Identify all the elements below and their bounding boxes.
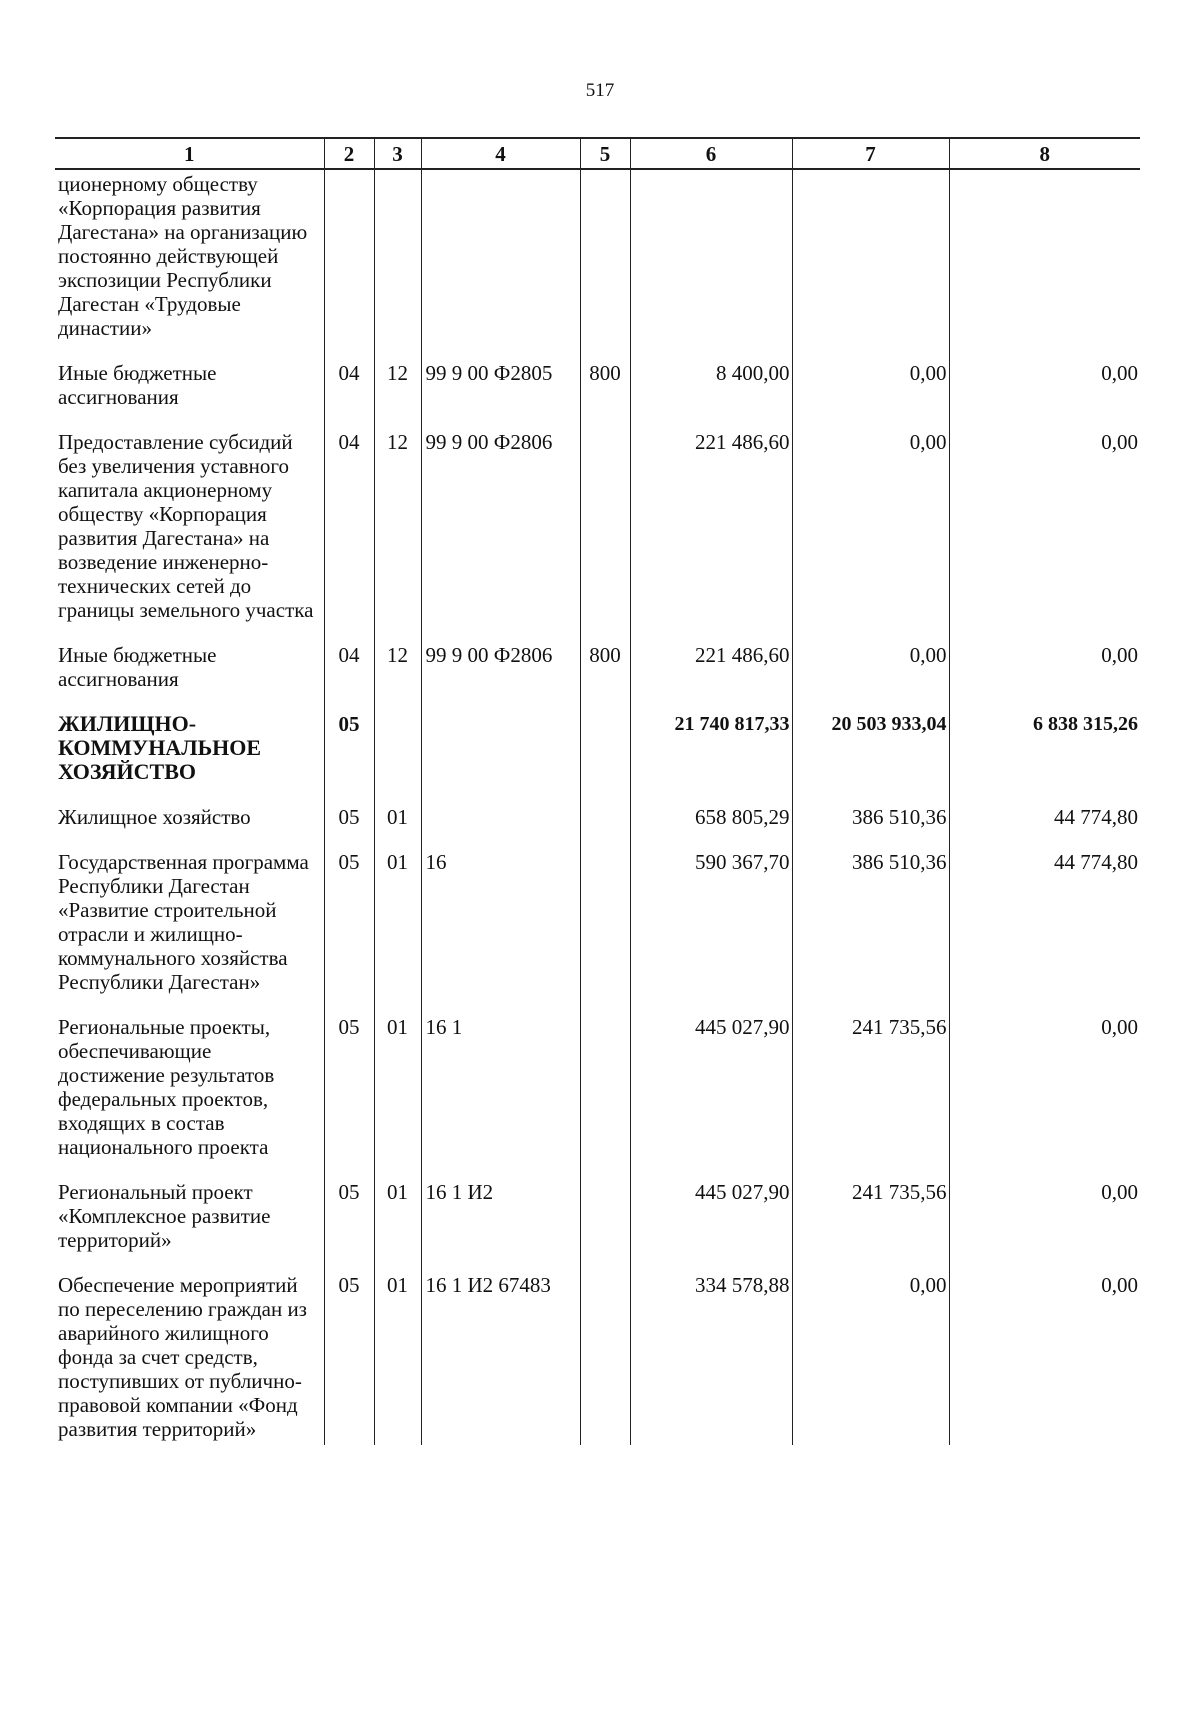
row-expense-type-code [580, 426, 630, 639]
row-subsection-code: 01 [374, 1176, 421, 1269]
row-subsection-code: 12 [374, 357, 421, 426]
column-header: 8 [949, 138, 1140, 169]
row-subsection-code: 01 [374, 801, 421, 846]
row-section-code: 05 [324, 1011, 374, 1176]
row-amount-col6 [630, 169, 792, 357]
row-amount-col6: 334 578,88 [630, 1269, 792, 1445]
row-amount-col8: 44 774,80 [949, 846, 1140, 1011]
row-amount-col6: 221 486,60 [630, 426, 792, 639]
page-number: 517 [585, 80, 615, 101]
column-header: 1 [55, 138, 324, 169]
row-amount-col7: 0,00 [792, 1269, 949, 1445]
row-amount-col6: 590 367,70 [630, 846, 792, 1011]
table-row [55, 169, 1140, 357]
row-amount-col7 [792, 169, 949, 357]
row-name: Государственная программа Республики Дагестан «Развитие строительной отрасли и жилищно-коммунального хозяйства Республики Дагестан» [55, 846, 324, 1011]
row-amount-col6: 445 027,90 [630, 1176, 792, 1269]
row-amount-col6: 21 740 817,33 [630, 708, 792, 801]
row-target-code: 99 9 00 Ф2805 [421, 357, 580, 426]
table-row [55, 801, 1140, 846]
row-amount-col8: 0,00 [949, 639, 1140, 708]
row-name: Обеспечение мероприятий по переселению граждан из аварийного жилищного фонда за счет средств, поступивших от публично-правовой компании «Фонд развития территорий» [55, 1269, 324, 1445]
row-name: Иные бюджетные ассигнования [55, 357, 324, 426]
row-expense-type-code: 800 [580, 639, 630, 708]
row-subsection-code [374, 708, 421, 801]
row-name: ционерному обществу «Корпорация развития Дагестана» на организацию постоянно действующей экспозиции Республики Дагестан «Трудовые династии» [55, 169, 324, 357]
row-amount-col8: 0,00 [949, 1011, 1140, 1176]
row-amount-col7: 241 735,56 [792, 1176, 949, 1269]
column-header: 4 [421, 138, 580, 169]
row-target-code: 16 1 И2 67483 [421, 1269, 580, 1445]
row-subsection-code: 12 [374, 426, 421, 639]
row-target-code [421, 801, 580, 846]
row-subsection-code: 12 [374, 639, 421, 708]
row-amount-col7: 0,00 [792, 426, 949, 639]
row-amount-col8: 44 774,80 [949, 801, 1140, 846]
row-section-code: 05 [324, 801, 374, 846]
row-expense-type-code [580, 846, 630, 1011]
row-target-code: 16 1 И2 [421, 1176, 580, 1269]
row-amount-col8: 0,00 [949, 1176, 1140, 1269]
row-amount-col7: 0,00 [792, 357, 949, 426]
row-expense-type-code [580, 1176, 630, 1269]
row-target-code: 99 9 00 Ф2806 [421, 639, 580, 708]
row-expense-type-code [580, 1011, 630, 1176]
row-amount-col8 [949, 169, 1140, 357]
table-row [55, 846, 1140, 1011]
row-amount-col7: 0,00 [792, 639, 949, 708]
row-target-code: 99 9 00 Ф2806 [421, 426, 580, 639]
row-amount-col8: 0,00 [949, 426, 1140, 639]
row-amount-col6: 445 027,90 [630, 1011, 792, 1176]
row-name: Региональный проект «Комплексное развитие территорий» [55, 1176, 324, 1269]
row-name: ЖИЛИЩНО-КОММУНАЛЬНОЕ ХОЗЯЙСТВО [55, 708, 324, 801]
row-subsection-code: 01 [374, 1011, 421, 1176]
row-name: Предоставление субсидий без увеличения уставного капитала акционерному обществу «Корпорация развития Дагестана» на возведение инженерно-технических сетей до границы земельного участка [55, 426, 324, 639]
row-amount-col6: 221 486,60 [630, 639, 792, 708]
row-amount-col8: 0,00 [949, 1269, 1140, 1445]
row-target-code: 16 1 [421, 1011, 580, 1176]
header-row [55, 138, 1140, 169]
budget-table [55, 137, 1140, 1445]
row-amount-col6: 8 400,00 [630, 357, 792, 426]
row-amount-col7: 20 503 933,04 [792, 708, 949, 801]
row-subsection-code: 01 [374, 846, 421, 1011]
column-header: 5 [580, 138, 630, 169]
table-row [55, 1176, 1140, 1269]
row-section-code: 04 [324, 639, 374, 708]
row-amount-col7: 386 510,36 [792, 801, 949, 846]
row-expense-type-code [580, 169, 630, 357]
table-row [55, 357, 1140, 426]
row-amount-col7: 386 510,36 [792, 846, 949, 1011]
column-header: 6 [630, 138, 792, 169]
row-amount-col8: 0,00 [949, 357, 1140, 426]
table-row [55, 639, 1140, 708]
column-header: 2 [324, 138, 374, 169]
row-section-code: 04 [324, 426, 374, 639]
row-name: Жилищное хозяйство [55, 801, 324, 846]
row-amount-col7: 241 735,56 [792, 1011, 949, 1176]
column-header: 7 [792, 138, 949, 169]
row-subsection-code: 01 [374, 1269, 421, 1445]
table-row [55, 426, 1140, 639]
row-section-code [324, 169, 374, 357]
row-target-code: 16 [421, 846, 580, 1011]
table-row [55, 1269, 1140, 1445]
table-row [55, 708, 1140, 801]
row-amount-col6: 658 805,29 [630, 801, 792, 846]
table-row [55, 1011, 1140, 1176]
row-amount-col8: 6 838 315,26 [949, 708, 1140, 801]
column-header: 3 [374, 138, 421, 169]
row-target-code [421, 708, 580, 801]
row-subsection-code [374, 169, 421, 357]
row-name: Региональные проекты, обеспечивающие достижение результатов федеральных проектов, входящих в состав национального проекта [55, 1011, 324, 1176]
row-expense-type-code [580, 801, 630, 846]
row-expense-type-code [580, 708, 630, 801]
row-target-code [421, 169, 580, 357]
row-section-code: 05 [324, 1176, 374, 1269]
row-expense-type-code: 800 [580, 357, 630, 426]
row-name: Иные бюджетные ассигнования [55, 639, 324, 708]
row-section-code: 05 [324, 1269, 374, 1445]
row-section-code: 05 [324, 708, 374, 801]
row-section-code: 04 [324, 357, 374, 426]
row-section-code: 05 [324, 846, 374, 1011]
row-expense-type-code [580, 1269, 630, 1445]
